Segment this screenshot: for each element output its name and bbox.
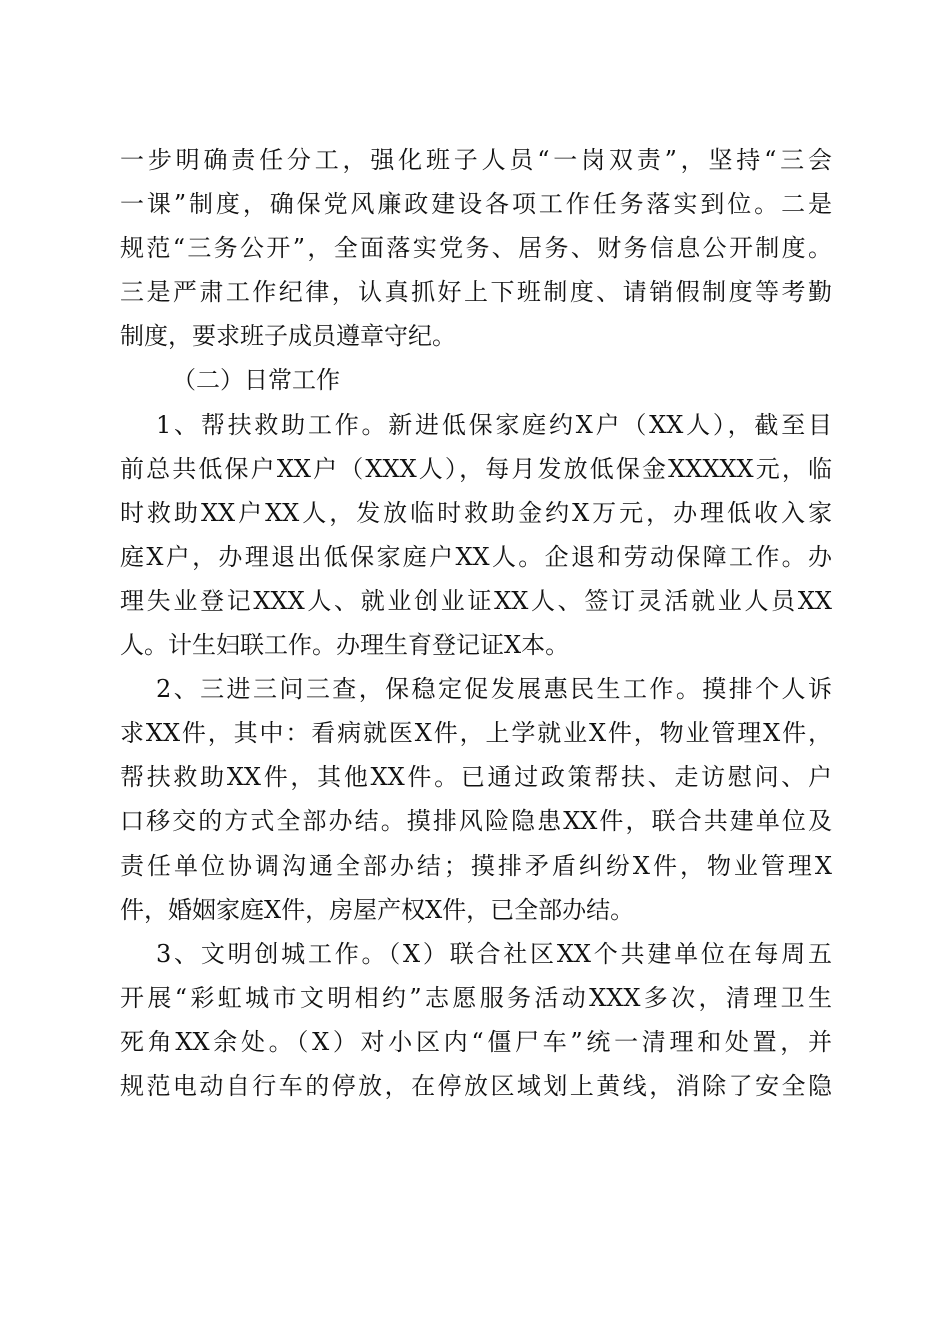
paragraph-first-line: 1、帮扶救助工作。新进低保家庭约X户（XX人），截至目 — [156, 410, 832, 439]
paragraph-first-line: 2、三进三问三查，保稳定促发展惠民生工作。摸排个人诉 — [156, 675, 832, 704]
text-line: 规范电动自行车的停放，在停放区域划上黄线，消除了安全隐 — [120, 1071, 832, 1100]
text-line: 三是严肃工作纪律，认真抓好上下班制度、请销假制度等考勤 — [120, 278, 832, 307]
text-line: 一步明确责任分工，强化班子人员“一岗双责”，坚持“三会 — [120, 146, 832, 174]
text-line: 规范“三务公开”，全面落实党务、居务、财务信息公开制度。 — [120, 234, 832, 263]
text-line: 件，婚姻家庭X件，房屋产权X件，已全部办结。 — [120, 895, 635, 924]
text-line: 理失业登记XXX人、就业创业证XX人、签订灵活就业人员XX — [120, 586, 832, 615]
text-line: 一课”制度，确保党风廉政建设各项工作任务落实到位。二是 — [120, 190, 832, 219]
text-line: 帮扶救助XX件，其他XX件。已通过政策帮扶、走访慰问、户 — [120, 763, 832, 792]
text-line: 责任单位协调沟通全部办结；摸排矛盾纠纷X件，物业管理X — [120, 851, 832, 880]
text-line: 求XX件，其中：看病就医X件，上学就业X件，物业管理X件， — [120, 719, 832, 748]
document-body — [120, 138, 832, 1108]
text-line: 人。计生妇联工作。办理生育登记证X本。 — [120, 631, 570, 660]
paragraph-first-line: 3、文明创城工作。（X）联合社区XX个共建单位在每周五 — [156, 939, 832, 968]
text-line: 庭X户，办理退出低保家庭户XX人。企退和劳动保障工作。办 — [120, 542, 832, 571]
section-heading: （二）日常工作 — [172, 366, 340, 395]
text-line: 时救助XX户XX人，发放临时救助金约X万元，办理低收入家 — [120, 498, 832, 527]
text-line: 制度，要求班子成员遵章守纪。 — [120, 322, 456, 351]
text-line: 开展“彩虹城市文明相约”志愿服务活动XXX多次，清理卫生 — [120, 983, 832, 1012]
text-line: 死角XX余处。（X）对小区内“僵尸车”统一清理和处置，并 — [120, 1027, 832, 1056]
text-line: 前总共低保户XX户（XXX人），每月发放低保金XXXXX元，临 — [120, 454, 832, 483]
text-line: 口移交的方式全部办结。摸排风险隐患XX件，联合共建单位及 — [120, 807, 832, 836]
